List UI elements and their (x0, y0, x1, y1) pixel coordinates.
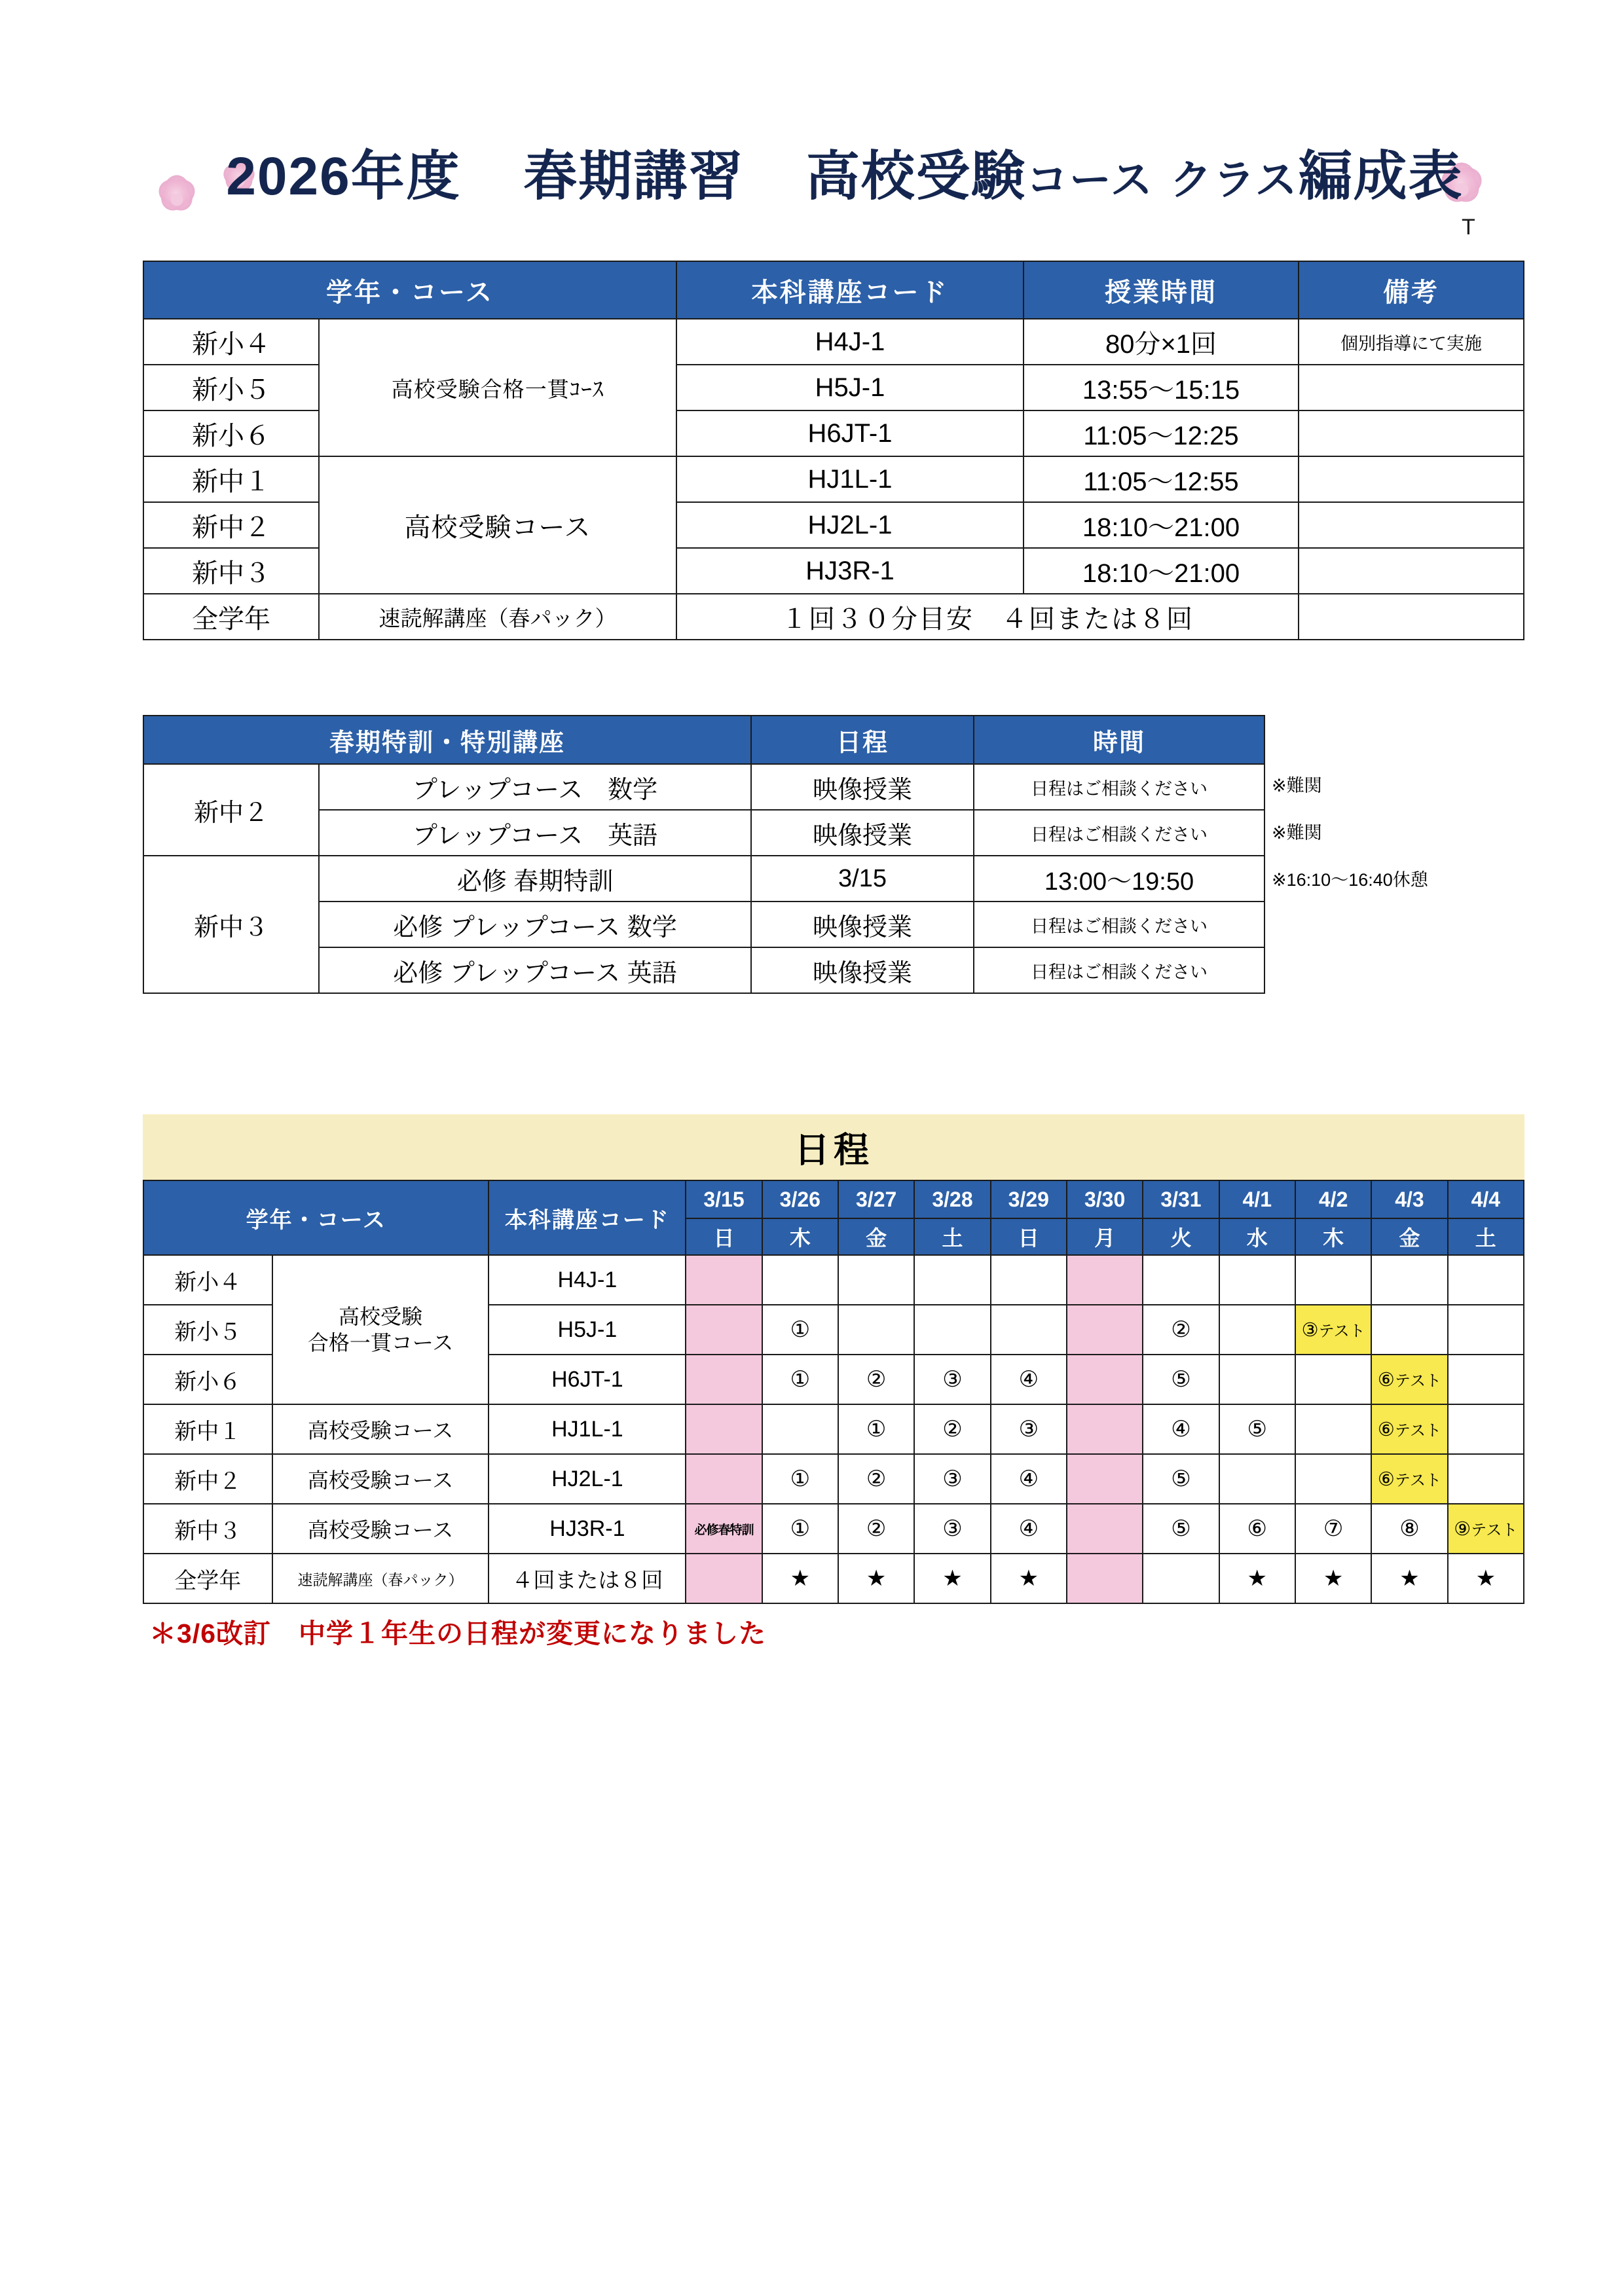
schedule-empty-cell (1448, 1404, 1524, 1454)
schedule-empty-cell (1143, 1255, 1219, 1305)
table-row (143, 1554, 1524, 1603)
test-label: テスト (1394, 1422, 1441, 1440)
schedule-test-cell (1371, 1404, 1447, 1454)
schedule-empty-cell (991, 1255, 1067, 1305)
schedule-session-cell: ④ (991, 1504, 1067, 1554)
code-cell: HJ1L-1 (676, 456, 1024, 502)
session-number: ⑨ (1454, 1519, 1471, 1540)
table-header-row (143, 261, 1524, 319)
col-header-weekday-8: 木 (1295, 1218, 1371, 1255)
schedule-empty-cell (762, 1404, 838, 1454)
schedule-test-cell (1295, 1305, 1371, 1355)
date-cell: 映像授業 (751, 764, 974, 810)
session-number: ③ (1301, 1320, 1319, 1341)
grade-cell: 新小６ (143, 1355, 272, 1404)
schedule-session-cell: ★ (914, 1554, 990, 1603)
time-cell: 80分×1回 (1024, 319, 1299, 365)
side-note: ※難関 (1272, 823, 1322, 843)
schedule-empty-cell (762, 1255, 838, 1305)
schedule-session-cell: ⑥ (1219, 1504, 1295, 1554)
col-header-date-1: 3/26 (762, 1180, 838, 1218)
schedule-session-cell: ⑤ (1219, 1404, 1295, 1454)
grade-cell: 新小４ (143, 1255, 272, 1305)
schedule-test-cell (1371, 1355, 1447, 1404)
title-course-kana: コース (1025, 156, 1154, 204)
col-header-note: 備考 (1299, 261, 1524, 319)
schedule-session-cell: 必修春特訓 (686, 1504, 762, 1554)
test-label: テスト (1471, 1522, 1518, 1539)
schedule-empty-cell (1067, 1554, 1143, 1603)
time-cell: 11:05〜12:25 (1024, 410, 1299, 456)
schedule-session-cell: ★ (1448, 1554, 1524, 1603)
col-header-weekday-9: 金 (1371, 1218, 1447, 1255)
col-header-code: 本科講座コード (489, 1180, 686, 1255)
schedule-session-cell: ① (762, 1504, 838, 1554)
schedule-session-cell: ② (914, 1404, 990, 1454)
schedule-empty-cell (1448, 1355, 1524, 1404)
table-row (143, 319, 1524, 365)
schedule-session-cell: ⑦ (1295, 1504, 1371, 1554)
col-header-weekday-4: 日 (991, 1218, 1067, 1255)
col-header-time: 授業時間 (1024, 261, 1299, 319)
schedule-section-band (143, 1114, 1524, 1180)
grade-cell: 全学年 (143, 1554, 272, 1603)
course-cell: 高校受験コース (272, 1454, 489, 1504)
schedule-empty-cell (1219, 1355, 1295, 1404)
code-cell: HJ3R-1 (489, 1504, 686, 1554)
table-row (143, 1255, 1524, 1305)
special-courses-table (143, 715, 1265, 994)
schedule-session-cell: ★ (762, 1554, 838, 1603)
course-cell: 高校受験コース (319, 456, 676, 594)
table-row-speed-reading (143, 594, 1524, 640)
course-name-cell: 必修 春期特訓 (319, 856, 751, 902)
schedule-section-title: 日程 (794, 1130, 873, 1170)
schedule-empty-cell (1295, 1355, 1371, 1404)
course-cell: 高校受験コース (272, 1404, 489, 1454)
grade-cell: 新中３ (143, 856, 319, 993)
title-year: 2026年度 (226, 147, 461, 206)
schedule-header-dates (143, 1180, 1524, 1218)
col-header-weekday-7: 水 (1219, 1218, 1295, 1255)
schedule-session-cell: ③ (914, 1504, 990, 1554)
code-cell: H6JT-1 (489, 1355, 686, 1404)
note-cell (1299, 365, 1524, 410)
schedule-empty-cell (838, 1255, 914, 1305)
test-label: テスト (1394, 1372, 1441, 1390)
col-header-date-10: 4/4 (1448, 1180, 1524, 1218)
schedule-session-cell: ① (762, 1355, 838, 1404)
schedule-empty-cell (1067, 1355, 1143, 1404)
schedule-session-cell: ① (838, 1404, 914, 1454)
schedule-empty-cell (1219, 1454, 1295, 1504)
schedule-empty-cell (1448, 1454, 1524, 1504)
page-title (223, 147, 1467, 206)
revision-footnote: ＊3/6改訂 中学１年生の日程が変更になりました (149, 1618, 766, 1649)
course-overview-table (143, 261, 1524, 640)
col-header-grade-course: 学年・コース (143, 261, 676, 319)
table-row (143, 856, 1264, 902)
schedule-session-cell: ② (838, 1454, 914, 1504)
schedule-empty-cell (686, 1305, 762, 1355)
schedule-empty-cell (1371, 1255, 1447, 1305)
schedule-session-cell: ★ (1371, 1554, 1447, 1603)
grade-cell: 新小５ (143, 1305, 272, 1355)
note-cell (1299, 594, 1524, 640)
note-cell (1299, 548, 1524, 594)
col-header-special-course: 春期特訓・特別講座 (143, 716, 751, 764)
col-header-weekday-0: 日 (686, 1218, 762, 1255)
schedule-empty-cell (1219, 1305, 1295, 1355)
col-header-weekday-6: 火 (1143, 1218, 1219, 1255)
note-cell (1299, 410, 1524, 456)
time-cell: 13:00〜19:50 (974, 856, 1264, 902)
schedule-empty-cell (686, 1355, 762, 1404)
course-name-cell: 必修 プレップコース 数学 (319, 902, 751, 947)
schedule-empty-cell (1295, 1454, 1371, 1504)
schedule-empty-cell (686, 1404, 762, 1454)
date-cell: 3/15 (751, 856, 974, 902)
table-row (143, 1504, 1524, 1554)
schedule-session-cell: ④ (991, 1454, 1067, 1504)
session-number: ⑥ (1377, 1469, 1395, 1490)
side-note: ※16:10〜16:40休憩 (1272, 870, 1428, 890)
grade-cell: 全学年 (143, 594, 319, 640)
schedule-empty-cell (914, 1255, 990, 1305)
grade-cell: 新小６ (143, 410, 319, 456)
date-cell: 映像授業 (751, 947, 974, 993)
side-note-spacer (1272, 715, 1573, 762)
col-header-date-7: 4/1 (1219, 1180, 1295, 1218)
schedule-session-cell: ③ (991, 1404, 1067, 1454)
time-cell: 日程はご相談ください (974, 764, 1264, 810)
course-name-cell: 必修 プレップコース 英語 (319, 947, 751, 993)
table-row (143, 764, 1264, 810)
schedule-empty-cell (838, 1305, 914, 1355)
code-cell: H5J-1 (489, 1305, 686, 1355)
col-header-time: 時間 (974, 716, 1264, 764)
schedule-empty-cell (914, 1305, 990, 1355)
schedule-session-cell: ② (838, 1355, 914, 1404)
col-header-date-2: 3/27 (838, 1180, 914, 1218)
schedule-empty-cell (1219, 1255, 1295, 1305)
title-class-kana: クラス (1170, 156, 1299, 204)
title-season: 春期講習 (523, 147, 744, 206)
code-cell: HJ2L-1 (676, 502, 1024, 548)
schedule-test-cell (1448, 1504, 1524, 1554)
schedule-session-cell: ⑤ (1143, 1355, 1219, 1404)
special-courses-side-notes (1272, 715, 1573, 998)
schedule-session-cell: ② (838, 1504, 914, 1554)
side-note (1272, 903, 1573, 951)
schedule-body (143, 1255, 1524, 1603)
time-cell: 13:55〜15:15 (1024, 365, 1299, 410)
note-cell (1299, 456, 1524, 502)
schedule-empty-cell (1143, 1554, 1219, 1603)
title-table-suffix: 編成表 (1298, 147, 1464, 206)
corner-t-mark: T (1462, 215, 1475, 240)
date-cell: 映像授業 (751, 810, 974, 856)
table-header-row (143, 716, 1264, 764)
schedule-session-cell: ★ (1219, 1554, 1295, 1603)
time-cell: 日程はご相談ください (974, 947, 1264, 993)
time-cell: 日程はご相談ください (974, 810, 1264, 856)
schedule-empty-cell (991, 1305, 1067, 1355)
col-header-code: 本科講座コード (676, 261, 1024, 319)
col-header-weekday-2: 金 (838, 1218, 914, 1255)
schedule-empty-cell (1067, 1504, 1143, 1554)
schedule-session-cell: ★ (838, 1554, 914, 1603)
cherry-blossom-icon (149, 172, 205, 228)
col-header-date-8: 4/2 (1295, 1180, 1371, 1218)
code-cell: H4J-1 (676, 319, 1024, 365)
course-cell: 高校受験合格一貫ｺｰｽ (319, 319, 676, 456)
grade-cell: 新中３ (143, 548, 319, 594)
schedule-test-cell (1371, 1454, 1447, 1504)
schedule-empty-cell (1067, 1404, 1143, 1454)
schedule-empty-cell (1067, 1454, 1143, 1504)
schedule-empty-cell (686, 1255, 762, 1305)
code-cell: HJ2L-1 (489, 1454, 686, 1504)
schedule-empty-cell (1448, 1255, 1524, 1305)
code-cell: HJ1L-1 (489, 1404, 686, 1454)
grade-cell: 新中１ (143, 456, 319, 502)
time-cell: 11:05〜12:55 (1024, 456, 1299, 502)
schedule-empty-cell (686, 1554, 762, 1603)
col-header-grade-course: 学年・コース (143, 1180, 489, 1255)
schedule-empty-cell (1295, 1255, 1371, 1305)
schedule-empty-cell (1295, 1404, 1371, 1454)
date-cell: 映像授業 (751, 902, 974, 947)
test-label: テスト (1394, 1472, 1441, 1489)
schedule-session-cell: ① (762, 1305, 838, 1355)
col-header-date: 日程 (751, 716, 974, 764)
schedule-session-cell: ★ (1295, 1554, 1371, 1603)
schedule-session-cell: ④ (991, 1355, 1067, 1404)
schedule-empty-cell (686, 1454, 762, 1504)
time-cell: 18:10〜21:00 (1024, 548, 1299, 594)
time-cell: 18:10〜21:00 (1024, 502, 1299, 548)
course-cell: 速読解講座（春パック） (319, 594, 676, 640)
grade-cell: 新中２ (143, 502, 319, 548)
schedule-session-cell: ④ (1143, 1404, 1219, 1454)
table-row (143, 456, 1524, 502)
col-header-weekday-10: 土 (1448, 1218, 1524, 1255)
course-name-cell: プレップコース 数学 (319, 764, 751, 810)
course-line-1: 高校受験 (339, 1305, 423, 1328)
code-cell: HJ3R-1 (676, 548, 1024, 594)
col-header-date-0: 3/15 (686, 1180, 762, 1218)
grade-cell: 新中２ (143, 764, 319, 856)
session-number: ⑥ (1377, 1370, 1395, 1391)
course-cell (272, 1255, 489, 1404)
col-header-date-3: 3/28 (914, 1180, 990, 1218)
course-name-cell: プレップコース 英語 (319, 810, 751, 856)
code-cell: H5J-1 (676, 365, 1024, 410)
col-header-date-9: 4/3 (1371, 1180, 1447, 1218)
schedule-empty-cell (1067, 1255, 1143, 1305)
side-note: ※難関 (1272, 776, 1322, 795)
schedule-session-cell: ② (1143, 1305, 1219, 1355)
schedule-session-cell: ① (762, 1454, 838, 1504)
schedule-session-cell: ③ (914, 1454, 990, 1504)
table-row (143, 1454, 1524, 1504)
frequency-cell: ４回または８回 (489, 1554, 686, 1603)
schedule-empty-cell (1371, 1305, 1447, 1355)
table-row (143, 1404, 1524, 1454)
schedule-session-cell: ⑤ (1143, 1504, 1219, 1554)
test-label: テスト (1318, 1322, 1365, 1340)
note-cell: 個別指導にて実施 (1299, 319, 1524, 365)
grade-cell: 新中１ (143, 1404, 272, 1454)
title-block (138, 147, 1513, 252)
code-cell: H6JT-1 (676, 410, 1024, 456)
course-line-2: 合格一貫コース (307, 1331, 454, 1355)
code-cell: H4J-1 (489, 1255, 686, 1305)
schedule-session-cell: ★ (991, 1554, 1067, 1603)
col-header-date-4: 3/29 (991, 1180, 1067, 1218)
note-cell (1299, 502, 1524, 548)
title-course: 高校受験 (805, 147, 1026, 206)
col-header-weekday-3: 土 (914, 1218, 990, 1255)
course-cell: 速読解講座（春パック） (272, 1554, 489, 1603)
course-cell: 高校受験コース (272, 1504, 489, 1554)
schedule-session-cell: ③ (914, 1355, 990, 1404)
session-number: ⑥ (1377, 1419, 1395, 1440)
side-note (1272, 951, 1573, 998)
grade-cell: 新小４ (143, 319, 319, 365)
grade-cell: 新中３ (143, 1504, 272, 1554)
schedule-session-cell: ⑤ (1143, 1454, 1219, 1504)
grade-cell: 新小５ (143, 365, 319, 410)
col-header-weekday-5: 月 (1067, 1218, 1143, 1255)
schedule-empty-cell (1448, 1305, 1524, 1355)
frequency-cell: １回３０分目安 ４回または８回 (676, 594, 1299, 640)
col-header-weekday-1: 木 (762, 1218, 838, 1255)
grade-cell: 新中２ (143, 1454, 272, 1504)
col-header-date-6: 3/31 (1143, 1180, 1219, 1218)
col-header-date-5: 3/30 (1067, 1180, 1143, 1218)
schedule-session-cell: ⑧ (1371, 1504, 1447, 1554)
schedule-empty-cell (1067, 1305, 1143, 1355)
schedule-table (143, 1180, 1524, 1604)
time-cell: 日程はご相談ください (974, 902, 1264, 947)
